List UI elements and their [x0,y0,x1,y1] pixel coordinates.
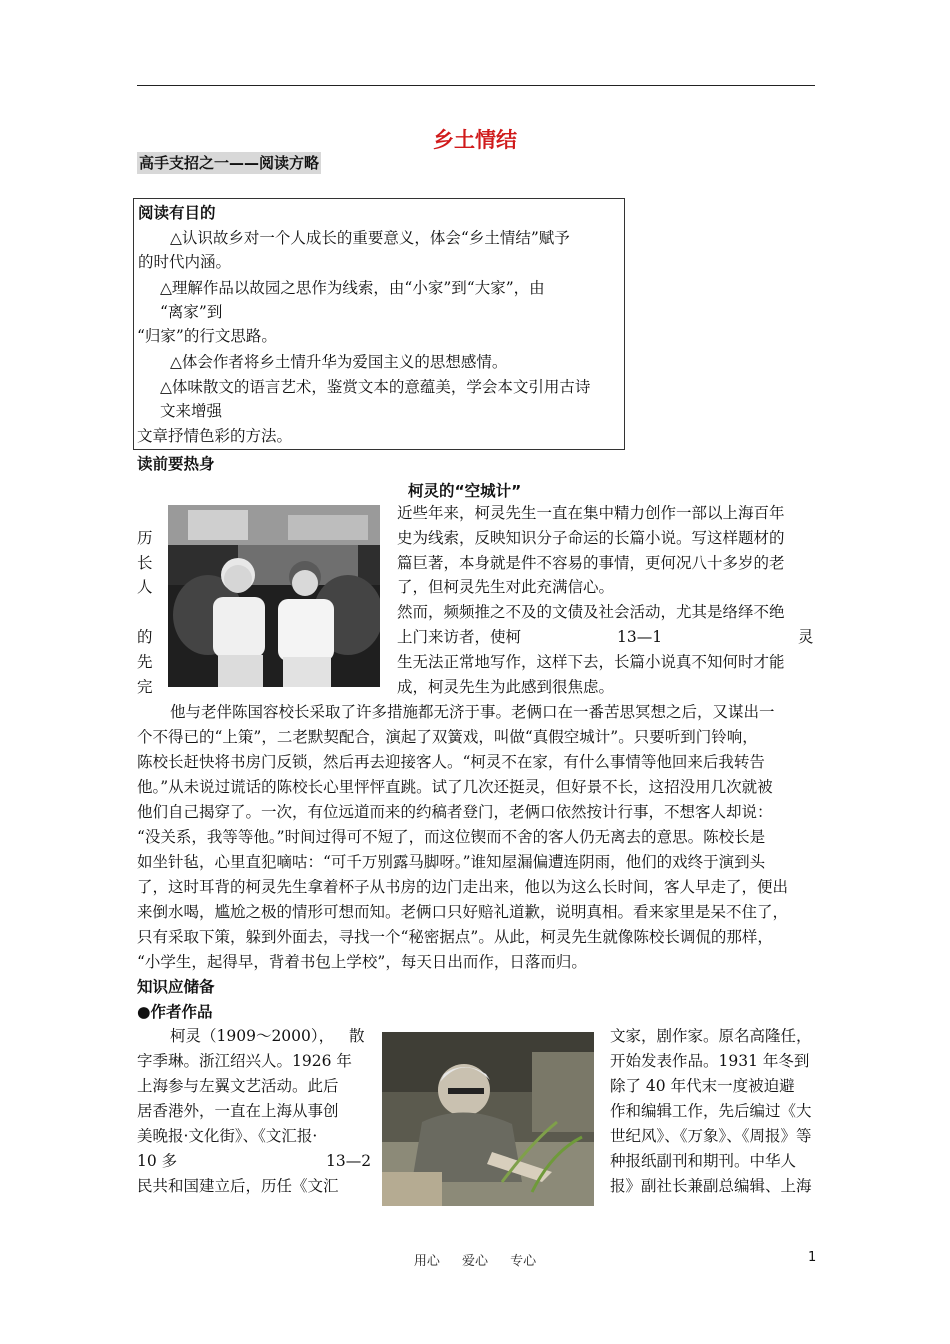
author-line: 散 [349,1027,365,1045]
story-line: 篇巨著，本身就是件不容易的事情，更何况八十多岁的老 [397,554,785,572]
box-line: △认识故乡对一个人成长的重要意义，体会“乡土情结”赋予 [170,229,570,247]
knowledge-heading: 知识应储备 [137,978,215,996]
box-line: 文来增强 [160,402,223,420]
strategy-heading: 高手支招之一——阅读方略 [139,154,320,172]
author-line: 世纪风》、《万象》、《周报》等 [610,1127,812,1145]
box-heading: 阅读有目的 [138,204,216,222]
story-line: 了，但柯灵先生对此充满信心。 [397,578,615,596]
author-photo [382,1032,594,1206]
author-line: 报》副社长兼副总编辑、上海 [610,1177,812,1195]
box-line: △体会作者将乡土情升华为爱国主义的思想感情。 [170,353,508,371]
author-line: 作和编辑工作，先后编过《大 [610,1102,812,1120]
box-line: “离家”到 [160,303,223,321]
box-line: 文章抒情色彩的方法。 [137,427,293,445]
author-line: 10 多 [137,1152,178,1170]
page-marker: 13—1 [617,628,663,646]
story-line: 上门来访者，使柯 [397,628,522,646]
story-line: 近些年来，柯灵先生一直在集中精力创作一部以上海百年 [397,504,785,522]
box-line: 的时代内涵。 [138,253,232,271]
side-char: 先 [137,653,153,671]
body-line: 只有采取下策，躲到外面去，寻找一个“秘密据点”。从此，柯灵先生就像陈校长调侃的那样， [137,928,773,946]
body-line: 个不得已的“上策”，二老默契配合，演起了双簧戏，叫做“真假空城计”。只要听到门铃响， [137,728,758,746]
story-line: 然而，频频推之不及的文债及社会活动，尤其是络绎不绝 [397,603,785,621]
body-line: 如坐针毡，心里直犯嘀咕：“可千万别露马脚呀。”谁知屋漏偏遭连阴雨，他们的戏终于演到头 [137,853,766,871]
box-line: “归家”的行文思路。 [137,327,277,345]
story-line: 灵 [798,628,814,646]
body-line: 陈校长赶快将书房门反锁，然后再去迎接客人。“柯灵不在家，有什么事情等他回来后我转告 [137,753,765,771]
side-char: 长 [137,554,153,572]
body-line: 他们自己揭穿了。一次，有位远道而来的约稿者登门，老俩口依然按计行事，不想客人却说： [137,803,773,821]
side-char: 完 [137,678,153,696]
warmup-heading: 读前要热身 [137,455,215,473]
story-line: 生无法正常地写作，这样下去，长篇小说真不知何时才能 [397,653,785,671]
box-line: △理解作品以故园之思作为线索，由“小家”到“大家”，由 [160,279,545,297]
page-title: 乡土情结 [433,128,517,152]
author-line: 字季琳。浙江绍兴人。1926 年 [137,1052,352,1070]
author-line: 美晚报·文化街》、《文汇报· [137,1127,318,1145]
page-number: 1 [808,1250,817,1265]
author-line: 文家，剧作家。原名高隆任， [610,1027,812,1045]
side-char: 的 [137,628,153,646]
body-line: 他。”从未说过谎话的陈校长心里怦怦直跳。试了几次还挺灵，但好景不长，这招没用几次就被 [137,778,773,796]
side-char: 历 [137,529,153,547]
author-line: 开始发表作品。1931 年冬到 [610,1052,810,1070]
story-title: 柯灵的“空城计” [408,482,522,500]
body-line: 来倒水喝，尴尬之极的情形可想而知。老俩口只好赔礼道歉，说明真相。看来家里是呆不住了， [137,903,789,921]
page-marker: 13—2 [326,1152,372,1170]
body-line: 他与老伴陈国容校长采取了许多措施都无济于事。老俩口在一番苦思冥想之后，又谋出一 [170,703,775,721]
body-line: “小学生，起得早，背着书包上学校”，每天日出而作，日落而归。 [137,953,587,971]
author-line: 居香港外，一直在上海从事创 [137,1102,339,1120]
couple-photo [168,505,380,687]
author-heading: ●作者作品 [137,1003,213,1021]
side-char: 人 [137,578,153,596]
footer-motto: 用心 爱心 专心 [413,1254,537,1269]
body-line: 了，这时耳背的柯灵先生拿着杯子从书房的边门走出来，他以为这么长时间，客人早走了，便出 [137,878,789,896]
story-line: 史为线索，反映知识分子命运的长篇小说。写这样题材的 [397,529,785,547]
author-line: 除了 40 年代末一度被迫避 [610,1077,795,1095]
author-line: 柯灵（1909～2000）， [170,1027,335,1045]
box-line: △体味散文的语言艺术，鉴赏文本的意蕴美，学会本文引用古诗 [160,378,591,396]
story-line: 成，柯灵先生为此感到很焦虑。 [397,678,615,696]
author-line: 种报纸副刊和期刊。中华人 [610,1152,797,1170]
header-rule [137,85,815,86]
author-line: 上海参与左翼文艺活动。此后 [137,1077,339,1095]
author-line: 民共和国建立后，历任《文汇 [137,1177,339,1195]
body-line: “没关系，我等等他。”时间过得可不短了，而这位锲而不舍的客人仍无离去的意思。陈校长是 [137,828,766,846]
